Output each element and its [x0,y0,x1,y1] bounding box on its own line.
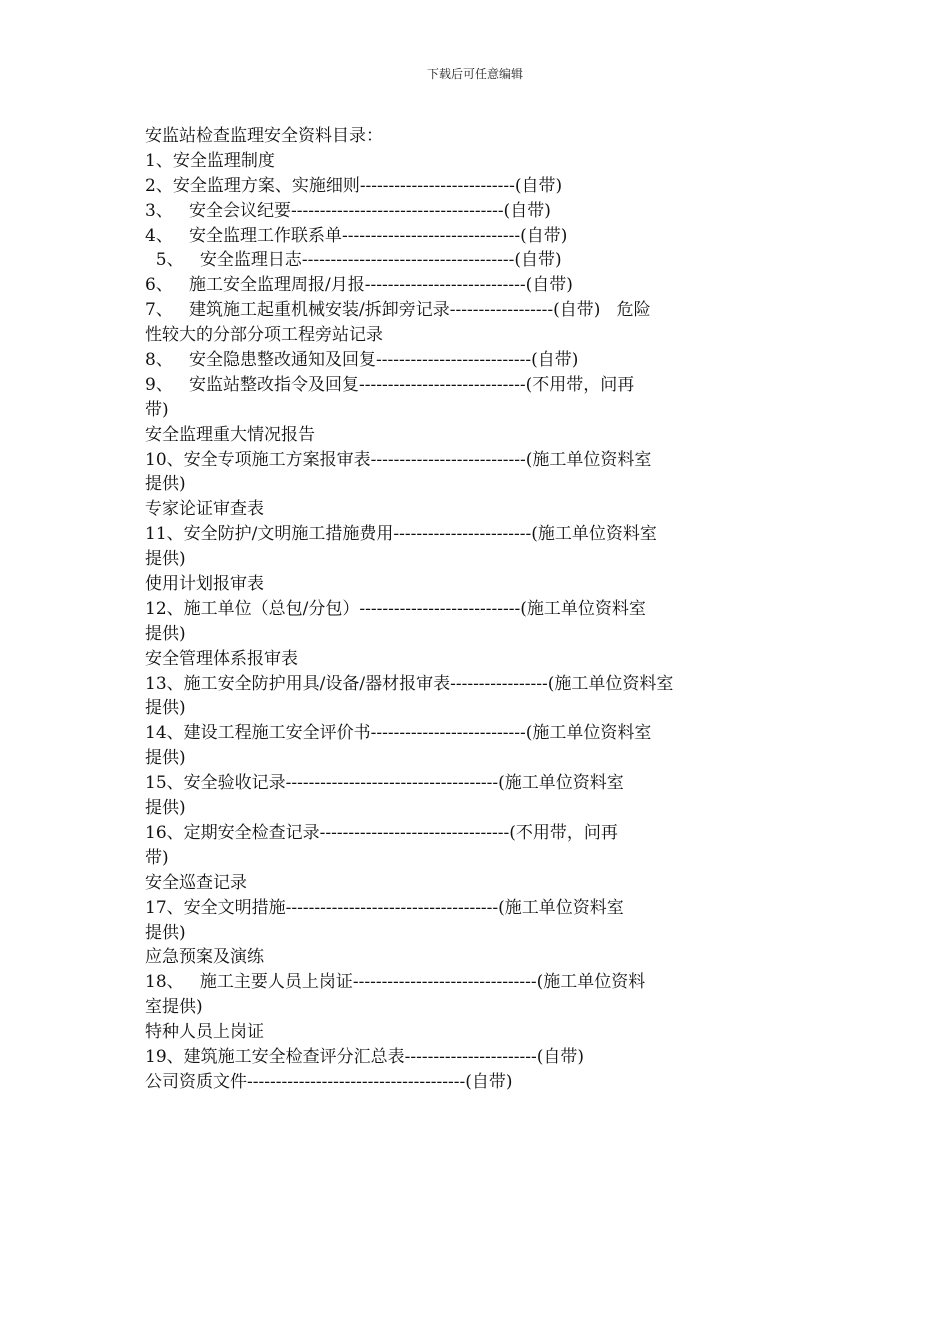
doc-line: 提供) [145,623,186,644]
doc-line: 安全管理体系报审表 [145,648,298,669]
doc-line: 12、施工单位（总包/分包）----------------------------(施工单位资料室 [145,598,646,619]
doc-line: 3、 安全会议纪要-------------------------------------(自带) [145,200,551,221]
doc-line: 10、安全专项施工方案报审表---------------------------(施工单位资料室 [145,449,652,470]
doc-line: 安全巡查记录 [145,872,247,893]
doc-line: 17、安全文明措施-------------------------------------(施工单位资料室 [145,897,624,918]
doc-line: 4、 安全监理工作联系单-------------------------------(自带) [145,225,568,246]
doc-line: 提供) [145,922,186,943]
doc-line: 带) [145,847,169,868]
doc-line: 带) [145,399,169,420]
doc-line: 16、定期安全检查记录---------------------------------(不用带，问再 [145,822,618,843]
doc-line: 提供) [145,798,186,819]
doc-line: 8、 安全隐患整改通知及回复---------------------------(自带) [145,350,579,371]
page-header-note: 下载后可任意编辑 [426,67,523,81]
doc-line: 15、安全验收记录-------------------------------------(施工单位资料室 [145,773,624,794]
doc-line: 提供) [145,549,186,570]
doc-line: 特种人员上岗证 [145,1022,264,1043]
doc-line: 提供) [145,474,186,495]
doc-line: 提供) [145,698,186,719]
doc-line: 6、 施工安全监理周报/月报----------------------------(自带) [145,275,573,296]
doc-line: 应急预案及演练 [145,947,264,968]
doc-line: 1、安全监理制度 [145,150,275,171]
doc-title: 安监站检查监理安全资料目录： [145,126,383,146]
document-body [145,124,810,1095]
doc-line: 5、 安全监理日志-------------------------------------(自带) [145,250,562,271]
doc-line: 9、 安监站整改指令及回复-----------------------------(不用带，问再 [145,374,635,395]
doc-line: 性较大的分部分项工程旁站记录 [145,325,383,346]
doc-line: 室提供) [145,997,203,1018]
doc-line: 专家论证审查表 [145,499,264,520]
doc-line: 14、建设工程施工安全评价书---------------------------(施工单位资料室 [145,723,652,744]
doc-line: 安全监理重大情况报告 [145,424,315,445]
doc-line: 18、 施工主要人员上岗证--------------------------------(施工单位资料 [145,972,646,993]
doc-line: 提供) [145,748,186,769]
doc-line: 13、施工安全防护用具/设备/器材报审表-----------------(施工单位资料室 [145,673,674,694]
doc-line: 2、安全监理方案、实施细则---------------------------(自带) [145,175,563,196]
doc-line: 19、建筑施工安全检查评分汇总表-----------------------(自带) [145,1046,585,1067]
doc-line: 11、安全防护/文明施工措施费用------------------------(施工单位资料室 [145,524,657,545]
doc-line: 使用计划报审表 [145,574,264,595]
doc-line: 7、 建筑施工起重机械安装/拆卸旁记录------------------(自带) 危险 [145,300,651,321]
doc-line: 公司资质文件--------------------------------------(自带) [145,1071,513,1092]
